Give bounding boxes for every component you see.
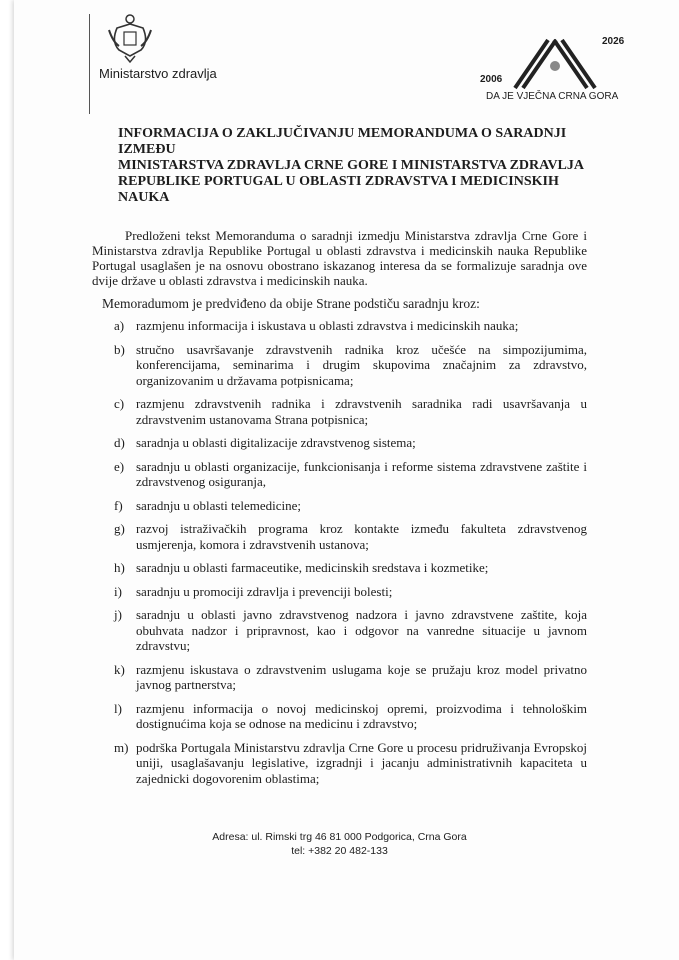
list-item-text: saradnja u oblasti digitalizacije zdravstvenog sistema; [136, 435, 416, 450]
list-item [114, 740, 587, 787]
anniversary-logo [470, 36, 640, 106]
list-item-label: k) [114, 661, 125, 677]
xx-logo-icon [510, 36, 600, 90]
footer [92, 830, 587, 858]
list-item [114, 342, 587, 389]
list-item-label: a) [114, 318, 125, 333]
list-item [114, 701, 587, 732]
list-item-text: saradnju u oblasti farmaceutike, medicinskih sredstava i kozmetike; [136, 560, 489, 575]
logo-motto: DA JE VJEČNA CRNA GORA [486, 91, 619, 102]
document-body [0, 126, 679, 888]
list-item-text: razmjenu zdravstvenih radnika i zdravstvenih saradnika radi usavršavanja u zdravstvenim ustanovama Strana potpisnica; [136, 396, 587, 427]
list-item [114, 560, 587, 576]
list-item-label: b) [114, 341, 125, 357]
list-item-text: razvoj istraživačkih programa kroz kontakte između fakulteta zdravstvenog usmjerenja, komora i zdravstvenih ustanova; [136, 521, 587, 552]
list-item-label: d) [114, 435, 125, 450]
list-item-text: podrška Portugala Ministarstvu zdravlja Crne Gore u procesu pridruživanja Evropskoj uniji, usaglašavanju legislative, izgradnji i jacanju administrativnih kapaciteta u zajednicki dogovorenim oblastima; [136, 739, 587, 786]
list-item [114, 662, 587, 693]
list-item-label: c) [114, 396, 125, 411]
list-item-text: saradnju u promociji zdravlja i prevenciji bolesti; [136, 583, 393, 599]
list-item [114, 498, 587, 514]
coat-of-arms-icon [107, 12, 153, 64]
list-item [114, 521, 587, 552]
list-item-label: h) [114, 560, 125, 575]
list-item-text: stručno usavršavanje zdravstvenih radnika kroz učešće na simpozijumima, konferencijama, seminarima i drugim skupovima značajnim za zdravstvo, organizovanim u državama potpisnicama; [136, 341, 587, 388]
title-line: REPUBLIKE PORTUGAL U OBLASTI ZDRAVSTVA I MEDICINSKIH NAUKA [118, 174, 559, 205]
cooperation-list [92, 318, 587, 786]
list-item-text: razmjenu informacija o novoj medicinskoj opremi, proizvodima i tehnološkim dostignućima koja se odnose na medicinu i zdravstvo; [136, 700, 587, 731]
list-item-label: f) [114, 497, 123, 513]
list-item [114, 459, 587, 490]
list-item-text: saradnju u oblasti javno zdravstvenog nadzora i javno zdravstvene zaštite, koja obuhvata nadzor i pripravnost, kao i odgovor na vanredne situacije u javnom zdravstvu; [136, 607, 587, 653]
list-item [114, 584, 587, 600]
list-item [114, 318, 587, 334]
list-item-label: j) [114, 607, 122, 622]
logo-year-start: 2006 [480, 74, 503, 85]
list-lead: Memoradumom je predviđeno da obije Strane podstiču saradnju kroz: [102, 296, 480, 311]
footer-phone: tel: +382 20 482-133 [291, 845, 388, 857]
list-item-label: l) [114, 700, 122, 716]
list-item [114, 607, 587, 654]
list-item [114, 435, 587, 451]
list-item-label: m) [114, 739, 129, 755]
list-item-text: saradnju u oblasti organizacije, funkcionisanja i reforme sistema zdravstvene zaštite i zdravstvenog osiguranja, [136, 458, 587, 489]
list-item-label: e) [114, 458, 125, 474]
header-divider [89, 14, 90, 114]
list-item-text: razmjenu informacija i iskustava u oblasti zdravstva i medicinskih nauka; [136, 318, 519, 333]
title-line: MINISTARSTVA ZDRAVLJA CRNE GORE I MINISTARSTVA ZDRAVLJA [118, 158, 585, 173]
footer-address: Adresa: ul. Rimski trg 46 81 000 Podgorica, Crna Gora [212, 831, 467, 843]
list-item-label: i) [114, 583, 122, 599]
intro-paragraph: Predloženi tekst Memoranduma o saradnji izmedju Ministarstva zdravlja Crne Gore i Ministarstva zdravlja Republike Portugal u oblasti zdravstva i medicinskih nauka Republike Portugal usaglašen je na osnovu obostrano iskazanog interesa da se formalizuje saradnja ove dvije države u oblasti zdravstva i medicinskih nauka. [92, 228, 587, 288]
list-item-label: g) [114, 521, 125, 536]
title-line: INFORMACIJA O ZAKLJUČIVANJU MEMORANDUMA O SARADNJI IZMEĐU [118, 126, 567, 157]
list-item-text: razmjenu iskustava o zdravstvenim uslugama koje se pružaju kroz model privatno javnog partnerstva; [136, 661, 587, 692]
document-title [118, 126, 587, 206]
list-item [114, 396, 587, 427]
logo-year-end: 2026 [602, 36, 625, 47]
letterhead [0, 0, 679, 118]
ministry-name: Ministarstvo zdravlja [99, 66, 217, 81]
list-item-text: saradnju u oblasti telemedicine; [136, 497, 301, 513]
